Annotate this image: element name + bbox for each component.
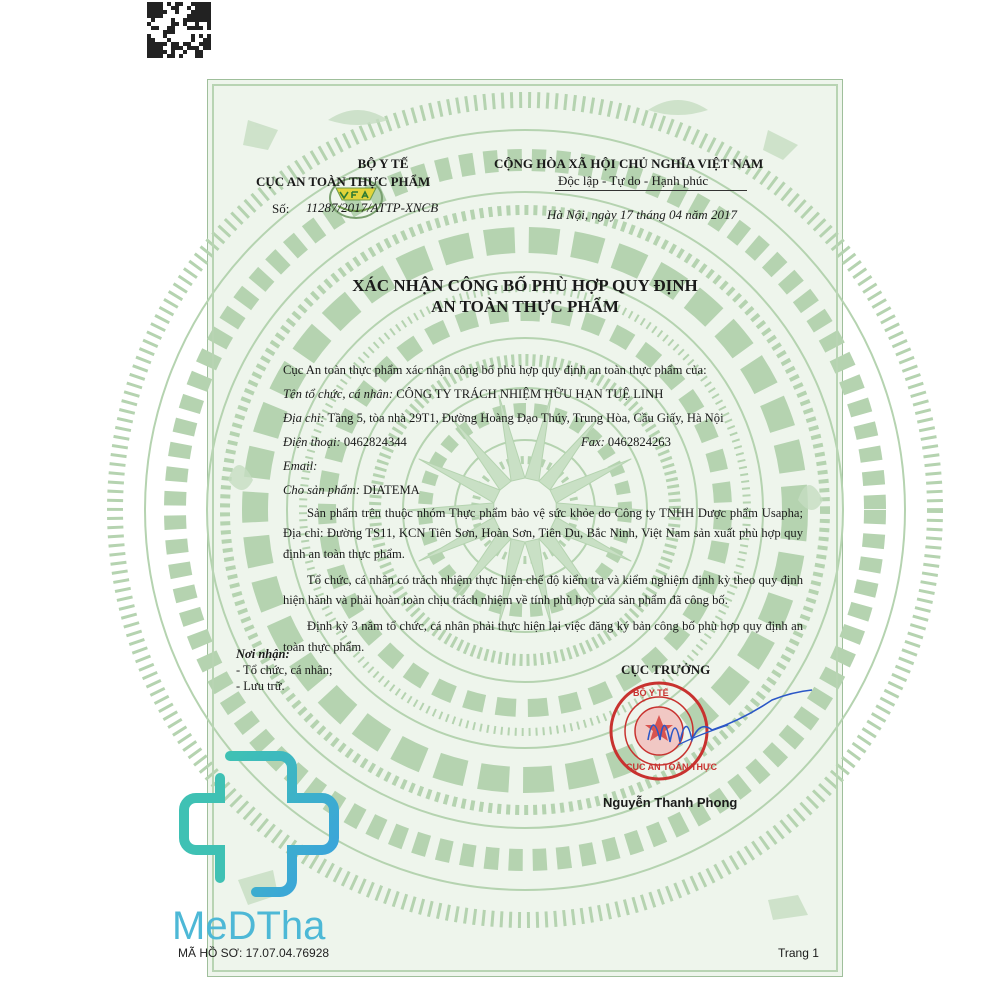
- document-title-line2: AN TOÀN THỰC PHẨM: [431, 297, 619, 316]
- phone-fax-row: [283, 432, 803, 456]
- intro-text: Cục An toàn thực phẩm xác nhận công bố phù hợp quy định an toàn thực phẩm của:: [283, 363, 707, 377]
- doc-number: 11287/2017/ATTP-XNCB: [306, 200, 439, 215]
- handwritten-signature: [638, 690, 818, 760]
- fax-value: 0462824263: [604, 435, 671, 449]
- address-value: Tầng 5, tòa nhà 29T1, Đường Hoàng Đạo Thúy, Trung Hòa, Cầu Giấy, Hà Nội: [324, 411, 724, 425]
- phone-label: Điện thoại:: [283, 435, 341, 449]
- medical-cross-logo: [178, 748, 338, 900]
- paragraph-responsibility: Tổ chức, cá nhân có trách nhiệm thực hiện chế độ kiểm tra và kiểm nghiệm định kỳ theo quy định hiện hành và phải hoàn toàn chịu trách nhiệm về tính phù hợp của sản phẩm đã công bố.: [283, 572, 803, 608]
- paragraph-product-group: Sản phẩm trên thuộc nhóm Thực phẩm bảo vệ sức khỏe do Công ty TNHH Dược phẩm Usapha; Địa chỉ: Đường TS11, KCN Tiên Sơn, Hoàn Sơn, Tiên Du, Bắc Ninh, Việt Nam sản xuất phù hợp quy định an toàn thực phẩm.: [283, 506, 803, 561]
- footer-page-number: Trang 1: [778, 946, 819, 960]
- recipients: [236, 646, 332, 694]
- fax-label: Fax:: [581, 435, 605, 449]
- ministry-name: BỘ Y TẾ: [357, 156, 409, 171]
- footer-record-code: MÃ HỒ SƠ: 17.07.04.76928: [178, 946, 330, 960]
- qr-code: [147, 2, 211, 58]
- recipients-label: Nơi nhận:: [236, 647, 290, 661]
- paragraph-renewal: Định kỳ 3 năm tổ chức, cá nhân phải thực hiện lại việc đăng ký bản công bố phù hợp quy định an toàn thực phẩm.: [283, 619, 803, 654]
- agency-name: CỤC AN TOÀN THỰC PHẨM: [256, 174, 431, 189]
- statement-paragraphs: [283, 503, 803, 657]
- motto-underline: [555, 190, 747, 191]
- recipient-item: - Tổ chức, cá nhân;: [236, 663, 333, 677]
- intro-line: [283, 360, 803, 384]
- org-row: [283, 384, 803, 408]
- place-date: Hà Nội, ngày 17 tháng 04 năm 2017: [547, 207, 737, 222]
- address-row: [283, 408, 803, 432]
- applicant-info: [283, 360, 803, 504]
- watermark-brand: MeDTha: [172, 904, 326, 948]
- product-value: DIATEMA: [359, 483, 420, 497]
- stamp-top-text: BỘ Y TẾ: [633, 688, 669, 698]
- national-motto: Độc lập - Tự do - Hạnh phúc: [558, 173, 709, 188]
- recipient-item: - Lưu trữ.: [236, 679, 285, 693]
- signer-name: Nguyễn Thanh Phong: [603, 795, 738, 810]
- document-title-line1: XÁC NHẬN CÔNG BỐ PHÙ HỢP QUY ĐỊNH: [352, 276, 698, 295]
- org-value: CÔNG TY TRÁCH NHIỆM HỮU HẠN TUỆ LINH: [393, 387, 664, 401]
- director-title: CỤC TRƯỞNG: [621, 662, 711, 677]
- product-row: [283, 480, 803, 504]
- org-label: Tên tổ chức, cá nhân:: [283, 387, 394, 401]
- republic-title: CỘNG HÒA XÃ HỘI CHỦ NGHĨA VIỆT NAM: [494, 156, 764, 171]
- fax-field: [581, 432, 671, 452]
- email-row: [283, 456, 803, 480]
- phone-value: 0462824344: [340, 435, 407, 449]
- doc-number-label: Số:: [272, 201, 290, 216]
- address-label: Địa chỉ:: [283, 411, 325, 425]
- product-label: Cho sản phẩm:: [283, 483, 360, 497]
- email-label: Email:: [283, 459, 318, 473]
- stamp-bottom-text: CỤC AN TOÀN THỰC: [626, 762, 717, 772]
